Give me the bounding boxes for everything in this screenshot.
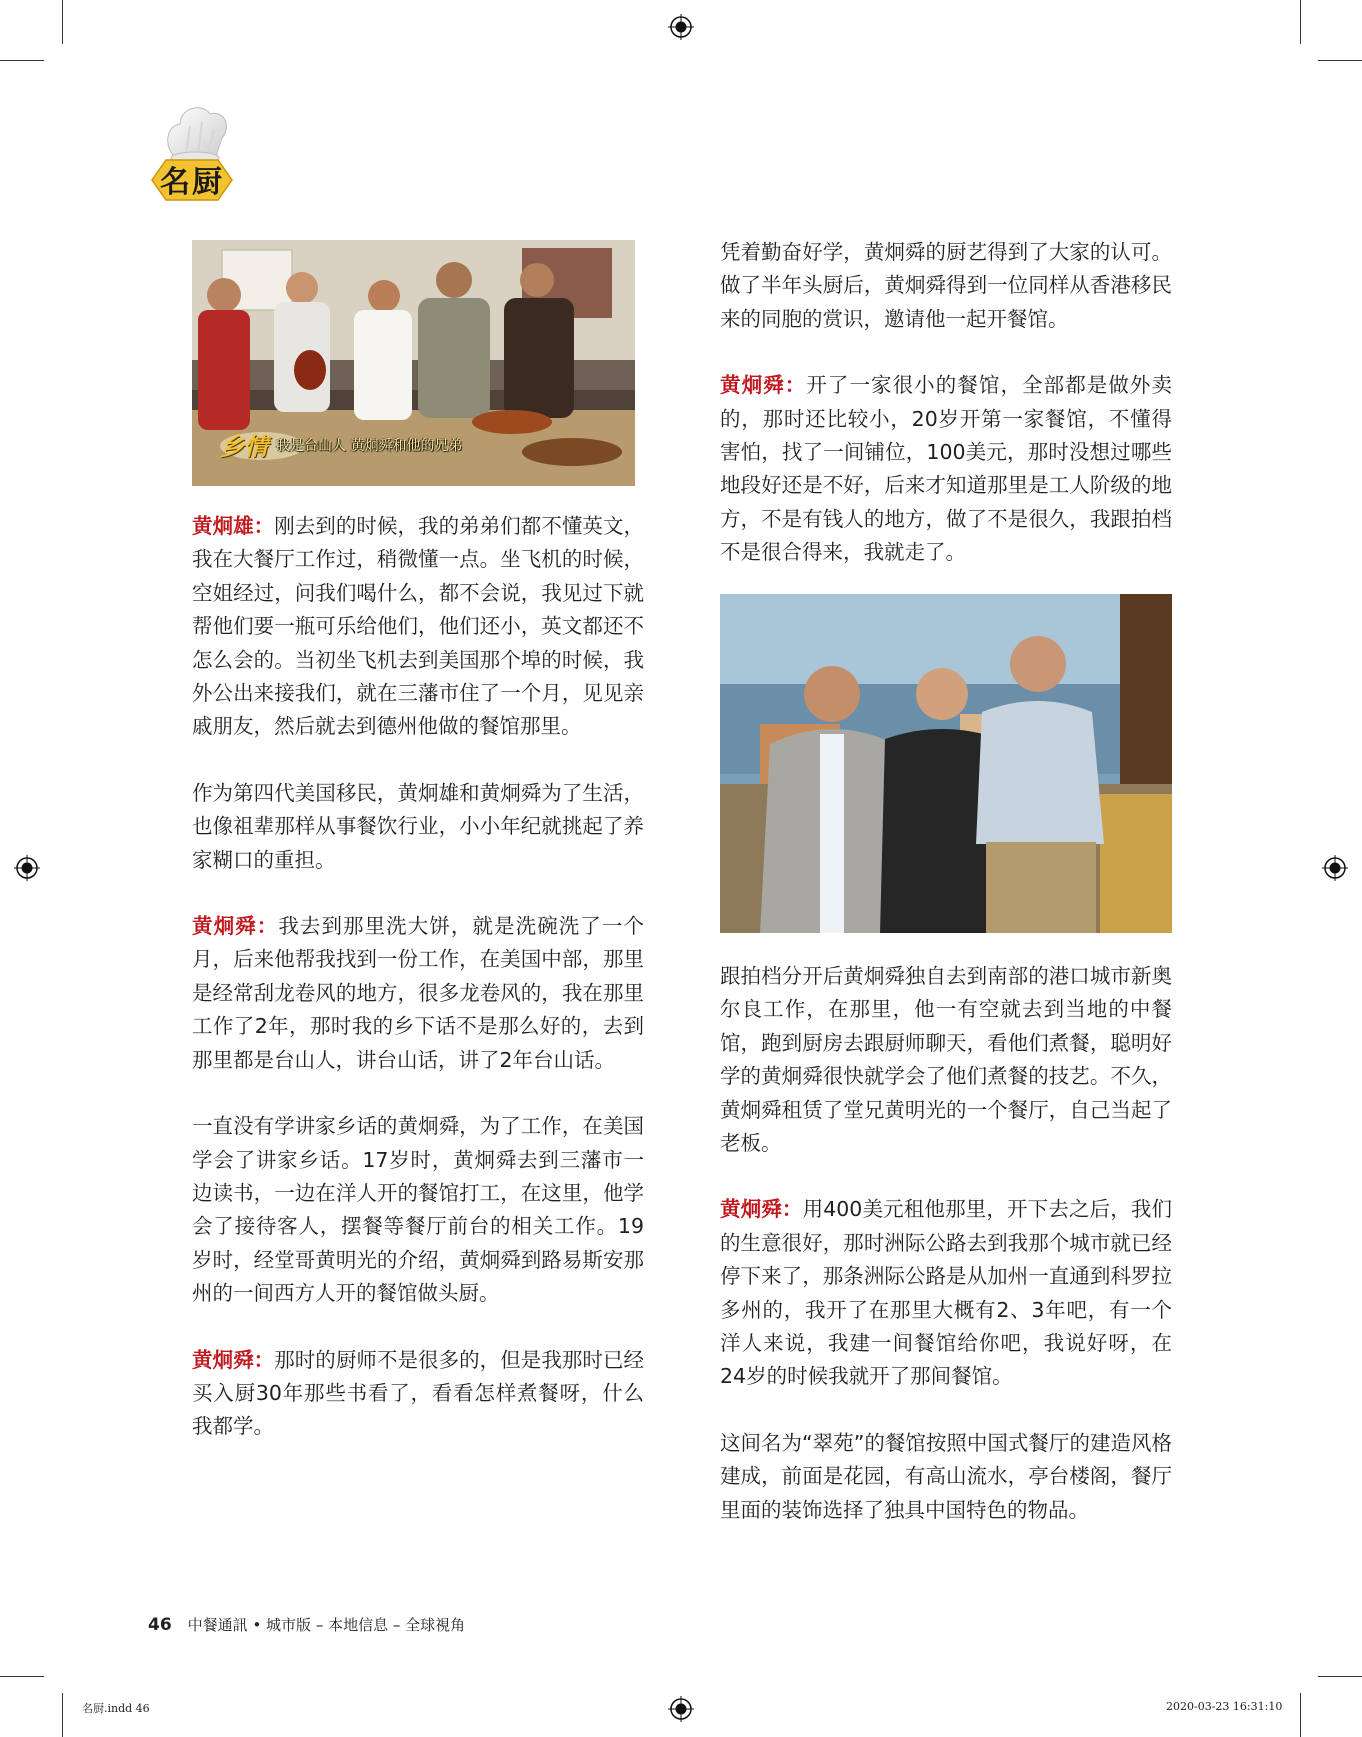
- photo-caption: [220, 427, 462, 462]
- photo-chefs-group: [192, 240, 635, 486]
- paragraph-text: 刚去到的时候，我的弟弟们都不懂英文，我在大餐厅工作过，稍微懂一点。坐飞机的时候，空姐经过，问我们喝什么，都不会说，我见过下就帮他们要一瓶可乐给他们，他们还小，英文都还不怎么会的。当初坐飞机去到美国那个埠的时候，我外公出来接我们，就在三藩市住了一个月，见见亲戚朋友，然后就去到德州他做的餐馆那里。: [192, 514, 645, 739]
- paragraph: [720, 1427, 1172, 1527]
- crop-mark: [0, 60, 44, 61]
- paragraph: [192, 1344, 644, 1444]
- paragraph-text: 用400美元租他那里，开下去之后，我们的生意很好，那时洲际公路去到我那个城市就已经停下来了，那条洲际公路是从加州一直通到科罗拉多州的，我开了在那里大概有2、3年吧，有一个洋人来说，我建一间餐馆给你吧，我说好呀，在24岁的时候我就开了那间餐馆。: [720, 1197, 1172, 1389]
- registration-mark-icon: [14, 855, 40, 881]
- page-footer: [148, 1614, 465, 1635]
- photo-three-men: [720, 594, 1172, 933]
- paragraph: [720, 960, 1172, 1160]
- crop-mark: [1300, 1693, 1301, 1737]
- paragraph-text: 作为第四代美国移民，黄炯雄和黄炯舜为了生活，也像祖辈那样从事餐饮行业，小小年纪就挑起了养家糊口的重担。: [192, 780, 644, 872]
- crop-mark: [62, 1693, 63, 1737]
- speaker-label: 黄炯舜：: [720, 373, 807, 398]
- caption-text: 我是台山人 黄炯舜和他的兄弟: [276, 437, 463, 454]
- paragraph-text: 这间名为“翠苑”的餐馆按照中国式餐厅的建造风格建成，前面是花园，有高山流水，亭台楼阁，餐厅里面的装饰选择了独具中国特色的物品。: [720, 1430, 1172, 1522]
- paragraph-text: 凭着勤奋好学，黄炯舜的厨艺得到了大家的认可。做了半年头厨后，黄炯舜得到一位同样从香港移民来的同胞的赏识，邀请他一起开餐馆。: [720, 240, 1172, 331]
- speaker-label: 黄炯舜：: [192, 914, 279, 939]
- paragraph-text: 我去到那里洗大饼，就是洗碗洗了一个月，后来他帮我找到一份工作，在美国中部，那里是经常刮龙卷风的地方，很多龙卷风的，我在那里工作了2年，那时我的乡下话不是那么好的，去到那里都是台山人，讲台山话，讲了2年台山话。: [192, 914, 645, 1072]
- crop-mark: [1300, 0, 1301, 44]
- speaker-label: 黄炯舜：: [192, 1347, 275, 1372]
- paragraph: [720, 1193, 1172, 1393]
- left-column: [192, 510, 644, 1477]
- paragraph-text: 开了一家很小的餐馆，全部都是做外卖的，那时还比较小，20岁开第一家餐馆，不懂得害怕，找了一间铺位，100美元，那时没想过哪些地段好还是不好，后来才知道那里是工人阶级的地方，不是有钱人的地方，做了不是很久，我跟拍档不是很合得来，我就走了。: [720, 373, 1173, 565]
- section-title: 名厨: [160, 165, 224, 200]
- paragraph: [720, 236, 1172, 336]
- crop-mark: [0, 1676, 44, 1677]
- page-number: 46: [148, 1615, 172, 1635]
- paragraph: [192, 1110, 644, 1310]
- registration-mark-icon: [668, 14, 694, 40]
- registration-mark-icon: [1322, 855, 1348, 881]
- paragraph: [720, 369, 1172, 569]
- speaker-label: 黄炯舜：: [720, 1197, 803, 1222]
- speaker-label: 黄炯雄：: [192, 514, 275, 538]
- paragraph-text: 跟拍档分开后黄炯舜独自去到南部的港口城市新奥尔良工作，在那里，他一有空就去到当地的中餐馆，跑到厨房去跟厨师聊天，看他们煮餐，聪明好学的黄炯舜很快就学会了他们煮餐的技艺。不久，黄炯舜租赁了堂兄黄明光的一个餐厅，自己当起了老板。: [720, 964, 1172, 1156]
- crop-mark: [1318, 60, 1362, 61]
- paragraph: [192, 910, 644, 1077]
- paragraph-text: 一直没有学讲家乡话的黄炯舜，为了工作，在美国学会了讲家乡话。17岁时，黄炯舜去到三藩市一边读书，一边在洋人开的餐馆打工，在这里，他学会了接待客人，摆餐等餐厅前台的相关工作。19岁时，经堂哥黄明光的介绍，黄炯舜到路易斯安那州的一间西方人开的餐馆做头厨。: [192, 1114, 644, 1306]
- registration-mark-icon: [668, 1696, 694, 1722]
- crop-mark: [62, 0, 63, 44]
- crop-mark: [1318, 1676, 1362, 1677]
- slug-filename: 名厨.indd 46: [82, 1702, 150, 1715]
- paragraph-text: 那时的厨师不是很多的，但是我那时已经买入厨30年那些书看了，看看怎样煮餐呀，什么我都学。: [192, 1347, 645, 1439]
- paragraph: [192, 510, 644, 744]
- section-badge: [150, 96, 234, 206]
- right-column-top: [720, 236, 1172, 603]
- right-column-bottom: [720, 960, 1172, 1560]
- paragraph: [192, 777, 644, 877]
- caption-brand: 乡情: [220, 432, 268, 461]
- slug-timestamp: 2020-03-23 16:31:10: [1166, 1700, 1283, 1713]
- running-title: 中餐通訊 • 城市版 – 本地信息 – 全球視角: [187, 1616, 466, 1634]
